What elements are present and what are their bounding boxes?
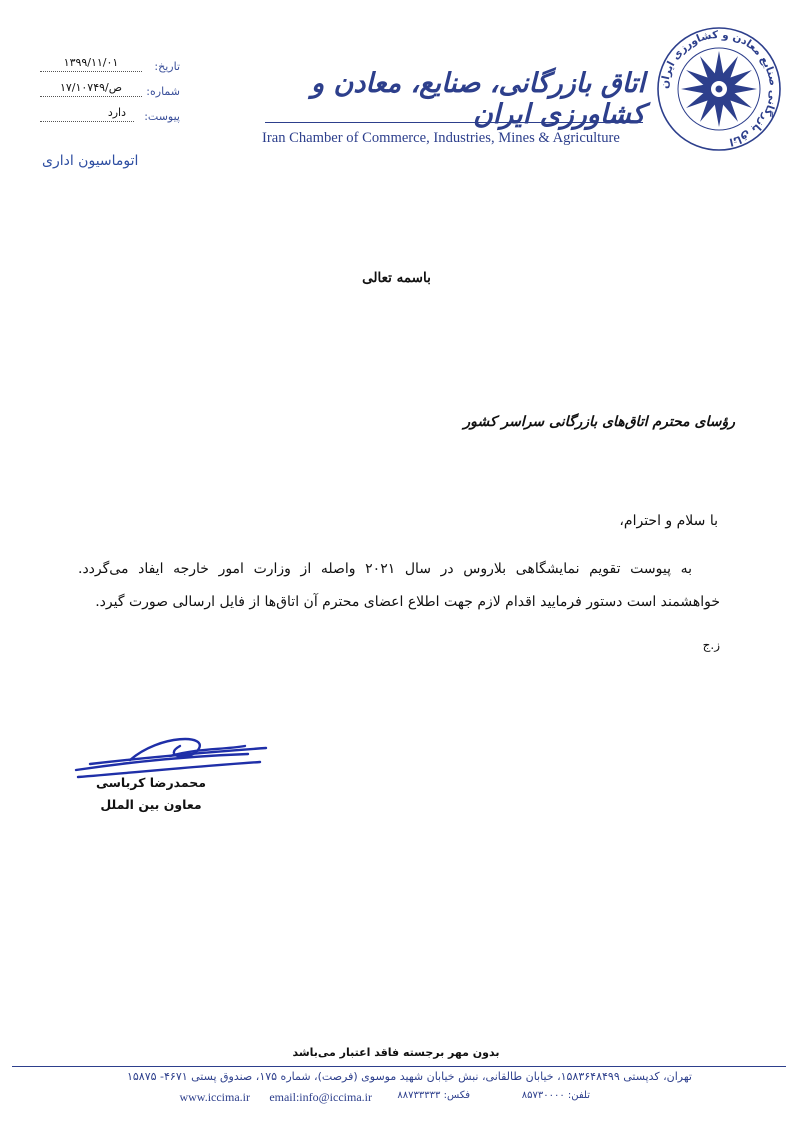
signatory-name: محمدرضا کرباسی: [95, 775, 207, 790]
footer-website-link[interactable]: www.iccima.ir: [179, 1090, 250, 1104]
footer-email-link[interactable]: email:info@iccima.ir: [269, 1090, 372, 1104]
number-value: ص/۱۷/۱۰۷۴۹: [40, 80, 142, 97]
body-paragraph-2: خواهشمند است دستور فرمایید اقدام لازم جهت اطلاع اعضای محترم آن اتاق‌ها از فایل ارسالی صورت گیرد.: [95, 594, 720, 610]
chamber-name-en: Iran Chamber of Commerce, Industries, Mines & Agriculture: [262, 130, 620, 146]
date-row: [40, 55, 180, 80]
footer-fax: فکس: ۸۸۷۳۳۳۳۳: [397, 1090, 470, 1101]
stamp-validity-note: بدون مهر برجسته فاقد اعتبار می‌باشد: [292, 1046, 500, 1059]
office-automation-label: اتوماسیون اداری: [42, 153, 139, 169]
letter-greeting: با سلام و احترام،: [619, 513, 718, 529]
chamber-name-fa: اتاق بازرگانی، صنایع، معادن و کشاورزی ایران: [311, 68, 645, 130]
number-row: [40, 80, 180, 105]
attachment-row: [40, 105, 180, 130]
chamber-logo-icon: [655, 25, 783, 153]
letter-addressee: رؤسای محترم اتاق‌های بازرگانی سراسر کشور: [463, 414, 735, 430]
date-value: ۱۳۹۹/۱۱/۰۱: [40, 55, 142, 72]
body-paragraph-1: به پیوست تقویم نمایشگاهی بلاروس در سال ۲۰۲۱ واصله از وزارت امور خارجه ایفاد می‌گردد.: [78, 561, 693, 577]
header-divider: [265, 122, 643, 123]
letter-meta: [40, 55, 180, 130]
attachment-value: دارد: [40, 105, 134, 122]
letter-body: [78, 553, 720, 619]
date-label: تاریخ:: [154, 60, 180, 73]
author-initials: ز.ج: [702, 638, 720, 652]
footer-contacts: [170, 1090, 590, 1108]
signatory: [76, 772, 226, 816]
letter-salutation: باسمه تعالی: [362, 270, 431, 286]
footer-address: تهران، کدپستی ۱۵۸۳۶۴۸۴۹۹، خیابان طالقانی، نبش خیابان شهید موسوی (فرصت)، شماره ۱۷۵، صندوق پستی ۴۶۷۱- ۱۵۸۷۵: [126, 1070, 692, 1083]
signatory-title: معاون بین الملل: [100, 797, 202, 812]
attachment-label: پیوست:: [144, 110, 180, 123]
footer-divider: [12, 1066, 786, 1067]
number-label: شماره:: [146, 85, 180, 98]
logo-ring-text: اتاق بازرگانی صنایع معادن و کشاورزی ایران: [658, 28, 780, 148]
footer-phone: تلفن: ۸۵۷۳۰۰۰۰: [521, 1090, 590, 1101]
